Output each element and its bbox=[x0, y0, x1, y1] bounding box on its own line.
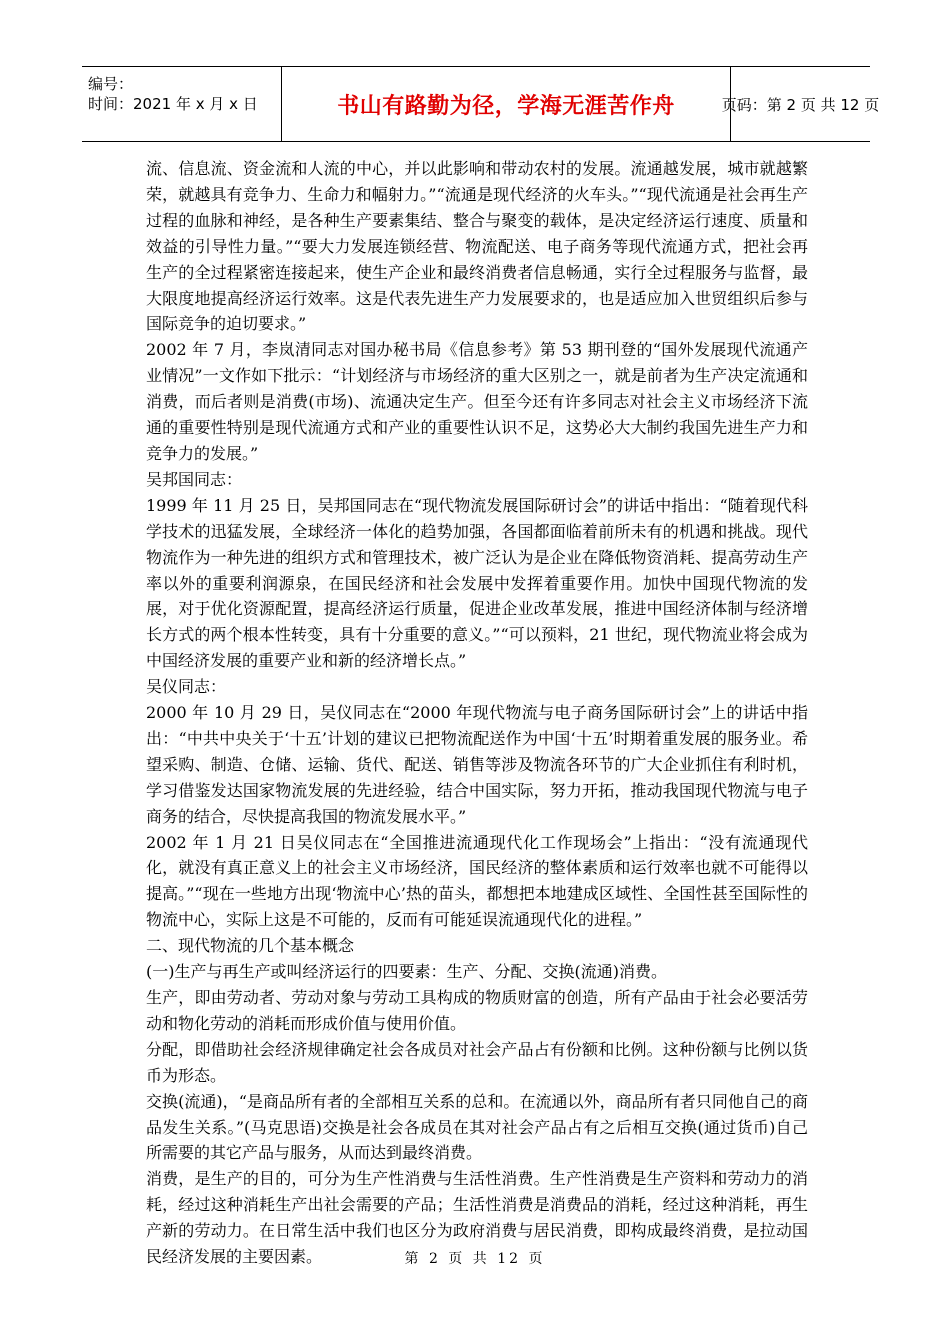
paragraph: 交换(流通)，“是商品所有者的全部相互关系的总和。在流通以外，商品所有者只同他自己的商品发生关系。”(马克思语)交换是社会各成员在其对社会产品占有之后相互交换(通过货币)自己所需要的其它产品与服务，从而达到最终消费。 bbox=[146, 1091, 808, 1163]
document-body bbox=[146, 156, 808, 1270]
paragraph: 2002 年 7 月，李岚清同志对国办秘书局《信息参考》第 53 期刊登的“国外发展现代流通产业情况”一文作如下批示：“计划经济与市场经济的重大区别之一，就是前者为生产决定流通和消费，而后者则是消费(市场)、流通决定生产。但至今还有许多同志对社会主义市场经济下流通的重要性特别是现代流通方式和产业的重要性认识不足，这势必大大制约我国先进生产力和竞争力的发展。” bbox=[146, 340, 808, 463]
paragraph: 分配，即借助社会经济规律确定社会各成员对社会产品占有份额和比例。这种份额与比例以货币为形态。 bbox=[146, 1039, 808, 1085]
header-page-info: 页码：第 2 页 共 12 页 bbox=[721, 95, 880, 114]
paragraph: 流、信息流、资金流和人流的中心，并以此影响和带动农村的发展。流通越发展，城市就越繁荣，就越具有竞争力、生命力和幅射力。”“流通是现代经济的火车头。”“现代流通是社会再生产过程的血脉和神经，是各种生产要素集结、整合与聚变的载体，是决定经济运行速度、质量和效益的引导性力量。”“要大力发展连锁经营、物流配送、电子商务等现代流通方式，把社会再生产的全过程紧密连接起来，使生产企业和最终消费者信息畅通，实行全过程服务与监督，最大限度地提高经济运行效率。这是代表先进生产力发展要求的，也是适应加入世贸组织后参与国际竞争的迫切要求。” bbox=[146, 159, 808, 334]
paragraph: 2002 年 1 月 21 日吴仪同志在“全国推进流通现代化工作现场会”上指出：“没有流通现代化，就没有真正意义上的社会主义市场经济，国民经济的整体素质和运行效率也就不可能得以提高。”“现在一些地方出现‘物流中心’热的苗头，都想把本地建成区域性、全国性甚至国际性的物流中心，实际上这是不可能的，反而有可能延误流通现代化的进程。” bbox=[146, 832, 808, 930]
page-footer: 第 2 页 共 12 页 bbox=[404, 1251, 546, 1267]
paragraph: 2000 年 10 月 29 日，吴仪同志在“2000 年现代物流与电子商务国际研讨会”上的讲话中指出：“中共中央关于‘十五’计划的建议已把物流配送作为中国‘十五’时期着重发展的服务业。希望采购、制造、仓储、运输、货代、配送、销售等涉及物流各环节的广大企业抓住有利时机，学习借鉴发达国家物流发展的先进经验，结合中国实际，努力开拓，推动我国现代物流与电子商务的结合，尽快提高我国的物流发展水平。” bbox=[146, 703, 808, 826]
header-motto: 书山有路勤为径，学海无涯苦作舟 bbox=[337, 93, 675, 119]
subsection-heading: (一)生产与再生产或叫经济运行的四要素：生产、分配、交换(流通)消费。 bbox=[146, 962, 667, 982]
document-date-label: 时间：2021 年 x 月 x 日 bbox=[88, 95, 258, 113]
page-header bbox=[82, 66, 880, 142]
header-meta bbox=[82, 67, 282, 141]
paragraph: 消费，是生产的目的，可分为生产性消费与生活性消费。生产性消费是生产资料和劳动力的消耗，经过这种消耗生产出社会需要的产品；生活性消费是消费品的消耗，经过这种消耗，再生产新的劳动力。在日常生活中我们也区分为政府消费与居民消费，即构成最终消费，是拉动国民经济发展的主要因素。 bbox=[146, 1169, 808, 1267]
section-heading: 二、现代物流的几个基本概念 bbox=[146, 936, 355, 956]
section-speaker-heading: 吴仪同志： bbox=[146, 677, 227, 697]
header-motto-cell bbox=[282, 67, 731, 141]
paragraph: 1999 年 11 月 25 日，吴邦国同志在“现代物流发展国际研讨会”的讲话中指出：“随着现代科学技术的迅猛发展，全球经济一体化的趋势加强，各国都面临着前所未有的机遇和挑战。现代物流作为一种先进的组织方式和管理技术，被广泛认为是企业在降低物资消耗、提高劳动生产率以外的重要利润源泉，在国民经济和社会发展中发挥着重要作用。加快中国现代物流的发展，对于优化资源配置，提高经济运行质量，促进企业改革发展，推进中国经济体制与经济增长方式的两个根本性转变，具有十分重要的意义。”“可以预料，21 世纪，现代物流业将会成为中国经济发展的重要产业和新的经济增长点。” bbox=[146, 495, 808, 671]
document-number-label: 编号： bbox=[88, 75, 134, 93]
paragraph: 生产，即由劳动者、劳动对象与劳动工具构成的物质财富的创造，所有产品由于社会必要活劳动和物化劳动的消耗而形成价值与使用价值。 bbox=[146, 988, 808, 1033]
section-speaker-heading: 吴邦国同志： bbox=[146, 469, 243, 489]
